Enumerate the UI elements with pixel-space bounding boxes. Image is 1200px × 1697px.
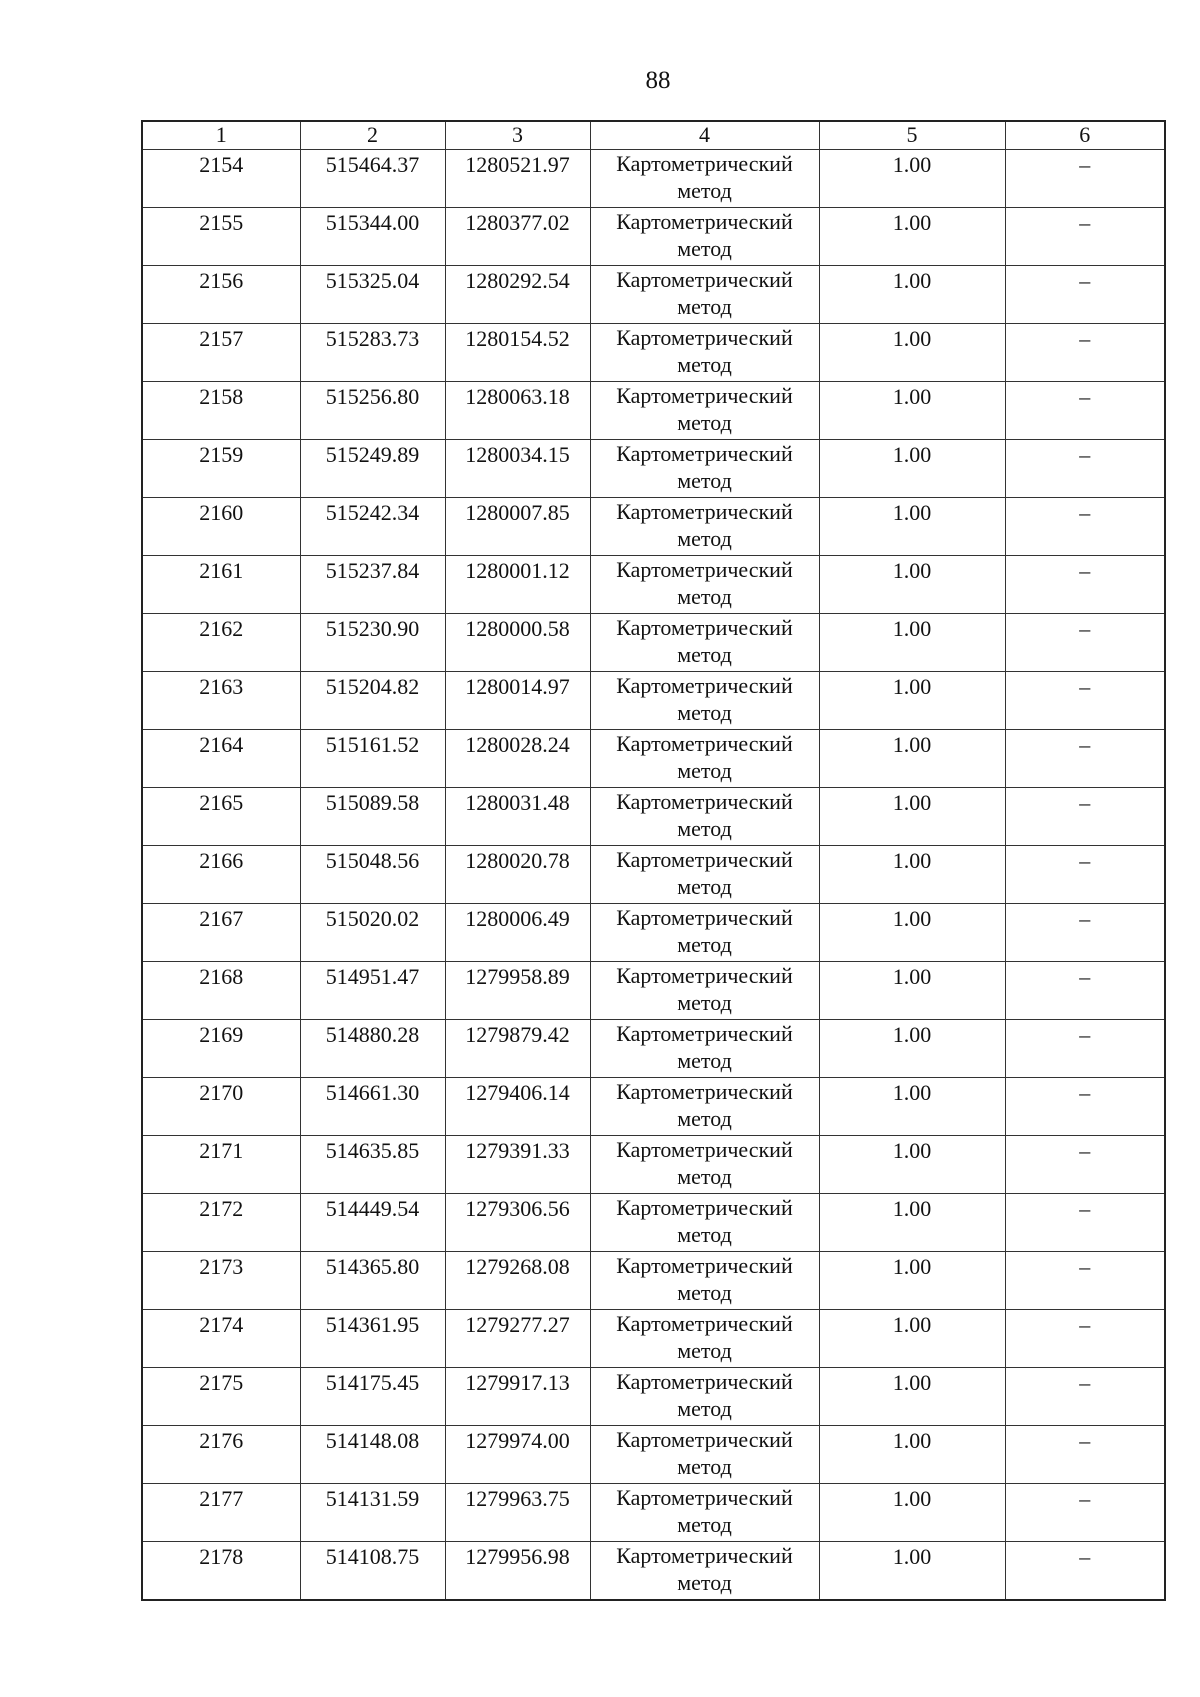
y-coordinate-cell: 1280014.97 xyxy=(445,672,590,730)
precision-cell: 1.00 xyxy=(819,266,1005,324)
precision-cell: 1.00 xyxy=(819,1542,1005,1601)
x-coordinate-cell: 514880.28 xyxy=(300,1020,445,1078)
precision-cell: 1.00 xyxy=(819,1194,1005,1252)
note-cell: – xyxy=(1005,1078,1165,1136)
x-coordinate-cell: 515344.00 xyxy=(300,208,445,266)
method-cell: Картометрический метод xyxy=(590,904,819,962)
y-coordinate-cell: 1279268.08 xyxy=(445,1252,590,1310)
x-coordinate-cell: 515249.89 xyxy=(300,440,445,498)
note-cell: – xyxy=(1005,614,1165,672)
point-number-cell: 2177 xyxy=(142,1484,300,1542)
column-header-3: 3 xyxy=(445,121,590,150)
note-cell: – xyxy=(1005,1020,1165,1078)
x-coordinate-cell: 514635.85 xyxy=(300,1136,445,1194)
precision-cell: 1.00 xyxy=(819,324,1005,382)
note-cell: – xyxy=(1005,1310,1165,1368)
method-cell: Картометрический метод xyxy=(590,730,819,788)
x-coordinate-cell: 514131.59 xyxy=(300,1484,445,1542)
point-number-cell: 2164 xyxy=(142,730,300,788)
table-row xyxy=(142,556,1165,614)
note-cell: – xyxy=(1005,266,1165,324)
note-cell: – xyxy=(1005,904,1165,962)
method-cell: Картометрический метод xyxy=(590,1310,819,1368)
method-cell: Картометрический метод xyxy=(590,846,819,904)
x-coordinate-cell: 514361.95 xyxy=(300,1310,445,1368)
table-body xyxy=(142,150,1165,1601)
x-coordinate-cell: 515204.82 xyxy=(300,672,445,730)
point-number-cell: 2162 xyxy=(142,614,300,672)
note-cell: – xyxy=(1005,1252,1165,1310)
method-cell: Картометрический метод xyxy=(590,1194,819,1252)
note-cell: – xyxy=(1005,208,1165,266)
column-header-4: 4 xyxy=(590,121,819,150)
y-coordinate-cell: 1280521.97 xyxy=(445,150,590,208)
table-row xyxy=(142,266,1165,324)
precision-cell: 1.00 xyxy=(819,846,1005,904)
table-row xyxy=(142,1484,1165,1542)
x-coordinate-cell: 515089.58 xyxy=(300,788,445,846)
method-cell: Картометрический метод xyxy=(590,614,819,672)
precision-cell: 1.00 xyxy=(819,1310,1005,1368)
precision-cell: 1.00 xyxy=(819,1368,1005,1426)
precision-cell: 1.00 xyxy=(819,614,1005,672)
y-coordinate-cell: 1279406.14 xyxy=(445,1078,590,1136)
method-cell: Картометрический метод xyxy=(590,962,819,1020)
precision-cell: 1.00 xyxy=(819,962,1005,1020)
y-coordinate-cell: 1280028.24 xyxy=(445,730,590,788)
y-coordinate-cell: 1280377.02 xyxy=(445,208,590,266)
point-number-cell: 2171 xyxy=(142,1136,300,1194)
table-row xyxy=(142,846,1165,904)
table-row xyxy=(142,440,1165,498)
y-coordinate-cell: 1280154.52 xyxy=(445,324,590,382)
method-cell: Картометрический метод xyxy=(590,382,819,440)
x-coordinate-cell: 514661.30 xyxy=(300,1078,445,1136)
method-cell: Картометрический метод xyxy=(590,1542,819,1601)
point-number-cell: 2154 xyxy=(142,150,300,208)
precision-cell: 1.00 xyxy=(819,1484,1005,1542)
table-row xyxy=(142,1194,1165,1252)
note-cell: – xyxy=(1005,962,1165,1020)
x-coordinate-cell: 515325.04 xyxy=(300,266,445,324)
point-number-cell: 2160 xyxy=(142,498,300,556)
method-cell: Картометрический метод xyxy=(590,498,819,556)
coordinates-table xyxy=(141,120,1166,1601)
table-row xyxy=(142,1426,1165,1484)
precision-cell: 1.00 xyxy=(819,1020,1005,1078)
point-number-cell: 2173 xyxy=(142,1252,300,1310)
y-coordinate-cell: 1279956.98 xyxy=(445,1542,590,1601)
table-header xyxy=(142,121,1165,150)
method-cell: Картометрический метод xyxy=(590,208,819,266)
x-coordinate-cell: 515283.73 xyxy=(300,324,445,382)
method-cell: Картометрический метод xyxy=(590,788,819,846)
point-number-cell: 2168 xyxy=(142,962,300,1020)
y-coordinate-cell: 1279879.42 xyxy=(445,1020,590,1078)
precision-cell: 1.00 xyxy=(819,672,1005,730)
precision-cell: 1.00 xyxy=(819,382,1005,440)
method-cell: Картометрический метод xyxy=(590,1252,819,1310)
note-cell: – xyxy=(1005,1542,1165,1601)
y-coordinate-cell: 1280007.85 xyxy=(445,498,590,556)
table-row xyxy=(142,672,1165,730)
point-number-cell: 2169 xyxy=(142,1020,300,1078)
page-number: 88 xyxy=(645,67,671,94)
note-cell: – xyxy=(1005,498,1165,556)
y-coordinate-cell: 1279306.56 xyxy=(445,1194,590,1252)
note-cell: – xyxy=(1005,1194,1165,1252)
table-row xyxy=(142,1136,1165,1194)
table-row xyxy=(142,1542,1165,1601)
note-cell: – xyxy=(1005,150,1165,208)
y-coordinate-cell: 1280063.18 xyxy=(445,382,590,440)
point-number-cell: 2156 xyxy=(142,266,300,324)
y-coordinate-cell: 1280001.12 xyxy=(445,556,590,614)
note-cell: – xyxy=(1005,440,1165,498)
point-number-cell: 2175 xyxy=(142,1368,300,1426)
table-row xyxy=(142,904,1165,962)
note-cell: – xyxy=(1005,324,1165,382)
x-coordinate-cell: 515161.52 xyxy=(300,730,445,788)
precision-cell: 1.00 xyxy=(819,440,1005,498)
column-header-6: 6 xyxy=(1005,121,1165,150)
note-cell: – xyxy=(1005,730,1165,788)
table-row xyxy=(142,1078,1165,1136)
point-number-cell: 2172 xyxy=(142,1194,300,1252)
table-row xyxy=(142,1310,1165,1368)
method-cell: Картометрический метод xyxy=(590,1020,819,1078)
y-coordinate-cell: 1279391.33 xyxy=(445,1136,590,1194)
method-cell: Картометрический метод xyxy=(590,1368,819,1426)
point-number-cell: 2157 xyxy=(142,324,300,382)
precision-cell: 1.00 xyxy=(819,498,1005,556)
table-row xyxy=(142,1252,1165,1310)
note-cell: – xyxy=(1005,846,1165,904)
header-row xyxy=(142,121,1165,150)
y-coordinate-cell: 1279974.00 xyxy=(445,1426,590,1484)
note-cell: – xyxy=(1005,556,1165,614)
method-cell: Картометрический метод xyxy=(590,672,819,730)
x-coordinate-cell: 515464.37 xyxy=(300,150,445,208)
note-cell: – xyxy=(1005,1426,1165,1484)
y-coordinate-cell: 1280000.58 xyxy=(445,614,590,672)
x-coordinate-cell: 515256.80 xyxy=(300,382,445,440)
x-coordinate-cell: 514449.54 xyxy=(300,1194,445,1252)
y-coordinate-cell: 1279958.89 xyxy=(445,962,590,1020)
precision-cell: 1.00 xyxy=(819,730,1005,788)
x-coordinate-cell: 515230.90 xyxy=(300,614,445,672)
precision-cell: 1.00 xyxy=(819,1136,1005,1194)
precision-cell: 1.00 xyxy=(819,150,1005,208)
precision-cell: 1.00 xyxy=(819,788,1005,846)
y-coordinate-cell: 1279963.75 xyxy=(445,1484,590,1542)
x-coordinate-cell: 514365.80 xyxy=(300,1252,445,1310)
precision-cell: 1.00 xyxy=(819,556,1005,614)
precision-cell: 1.00 xyxy=(819,1252,1005,1310)
precision-cell: 1.00 xyxy=(819,208,1005,266)
column-header-1: 1 xyxy=(142,121,300,150)
table-row xyxy=(142,382,1165,440)
table-row xyxy=(142,498,1165,556)
point-number-cell: 2159 xyxy=(142,440,300,498)
method-cell: Картометрический метод xyxy=(590,1484,819,1542)
table-row xyxy=(142,730,1165,788)
method-cell: Картометрический метод xyxy=(590,266,819,324)
x-coordinate-cell: 515048.56 xyxy=(300,846,445,904)
table-row xyxy=(142,1368,1165,1426)
column-header-5: 5 xyxy=(819,121,1005,150)
column-header-2: 2 xyxy=(300,121,445,150)
method-cell: Картометрический метод xyxy=(590,1078,819,1136)
table-row xyxy=(142,962,1165,1020)
point-number-cell: 2158 xyxy=(142,382,300,440)
x-coordinate-cell: 514175.45 xyxy=(300,1368,445,1426)
y-coordinate-cell: 1280034.15 xyxy=(445,440,590,498)
point-number-cell: 2178 xyxy=(142,1542,300,1601)
point-number-cell: 2170 xyxy=(142,1078,300,1136)
point-number-cell: 2176 xyxy=(142,1426,300,1484)
note-cell: – xyxy=(1005,1484,1165,1542)
note-cell: – xyxy=(1005,1368,1165,1426)
y-coordinate-cell: 1280292.54 xyxy=(445,266,590,324)
note-cell: – xyxy=(1005,1136,1165,1194)
point-number-cell: 2166 xyxy=(142,846,300,904)
method-cell: Картометрический метод xyxy=(590,324,819,382)
note-cell: – xyxy=(1005,382,1165,440)
method-cell: Картометрический метод xyxy=(590,1136,819,1194)
method-cell: Картометрический метод xyxy=(590,556,819,614)
note-cell: – xyxy=(1005,672,1165,730)
method-cell: Картометрический метод xyxy=(590,1426,819,1484)
y-coordinate-cell: 1280020.78 xyxy=(445,846,590,904)
x-coordinate-cell: 515237.84 xyxy=(300,556,445,614)
point-number-cell: 2167 xyxy=(142,904,300,962)
x-coordinate-cell: 515020.02 xyxy=(300,904,445,962)
table-row xyxy=(142,614,1165,672)
x-coordinate-cell: 514951.47 xyxy=(300,962,445,1020)
point-number-cell: 2165 xyxy=(142,788,300,846)
table-row xyxy=(142,1020,1165,1078)
method-cell: Картометрический метод xyxy=(590,440,819,498)
table-row xyxy=(142,150,1165,208)
x-coordinate-cell: 515242.34 xyxy=(300,498,445,556)
x-coordinate-cell: 514148.08 xyxy=(300,1426,445,1484)
precision-cell: 1.00 xyxy=(819,1426,1005,1484)
method-cell: Картометрический метод xyxy=(590,150,819,208)
point-number-cell: 2161 xyxy=(142,556,300,614)
point-number-cell: 2155 xyxy=(142,208,300,266)
table-row xyxy=(142,208,1165,266)
table-row xyxy=(142,788,1165,846)
table-row xyxy=(142,324,1165,382)
y-coordinate-cell: 1280006.49 xyxy=(445,904,590,962)
precision-cell: 1.00 xyxy=(819,904,1005,962)
precision-cell: 1.00 xyxy=(819,1078,1005,1136)
note-cell: – xyxy=(1005,788,1165,846)
point-number-cell: 2174 xyxy=(142,1310,300,1368)
y-coordinate-cell: 1280031.48 xyxy=(445,788,590,846)
y-coordinate-cell: 1279277.27 xyxy=(445,1310,590,1368)
x-coordinate-cell: 514108.75 xyxy=(300,1542,445,1601)
point-number-cell: 2163 xyxy=(142,672,300,730)
y-coordinate-cell: 1279917.13 xyxy=(445,1368,590,1426)
